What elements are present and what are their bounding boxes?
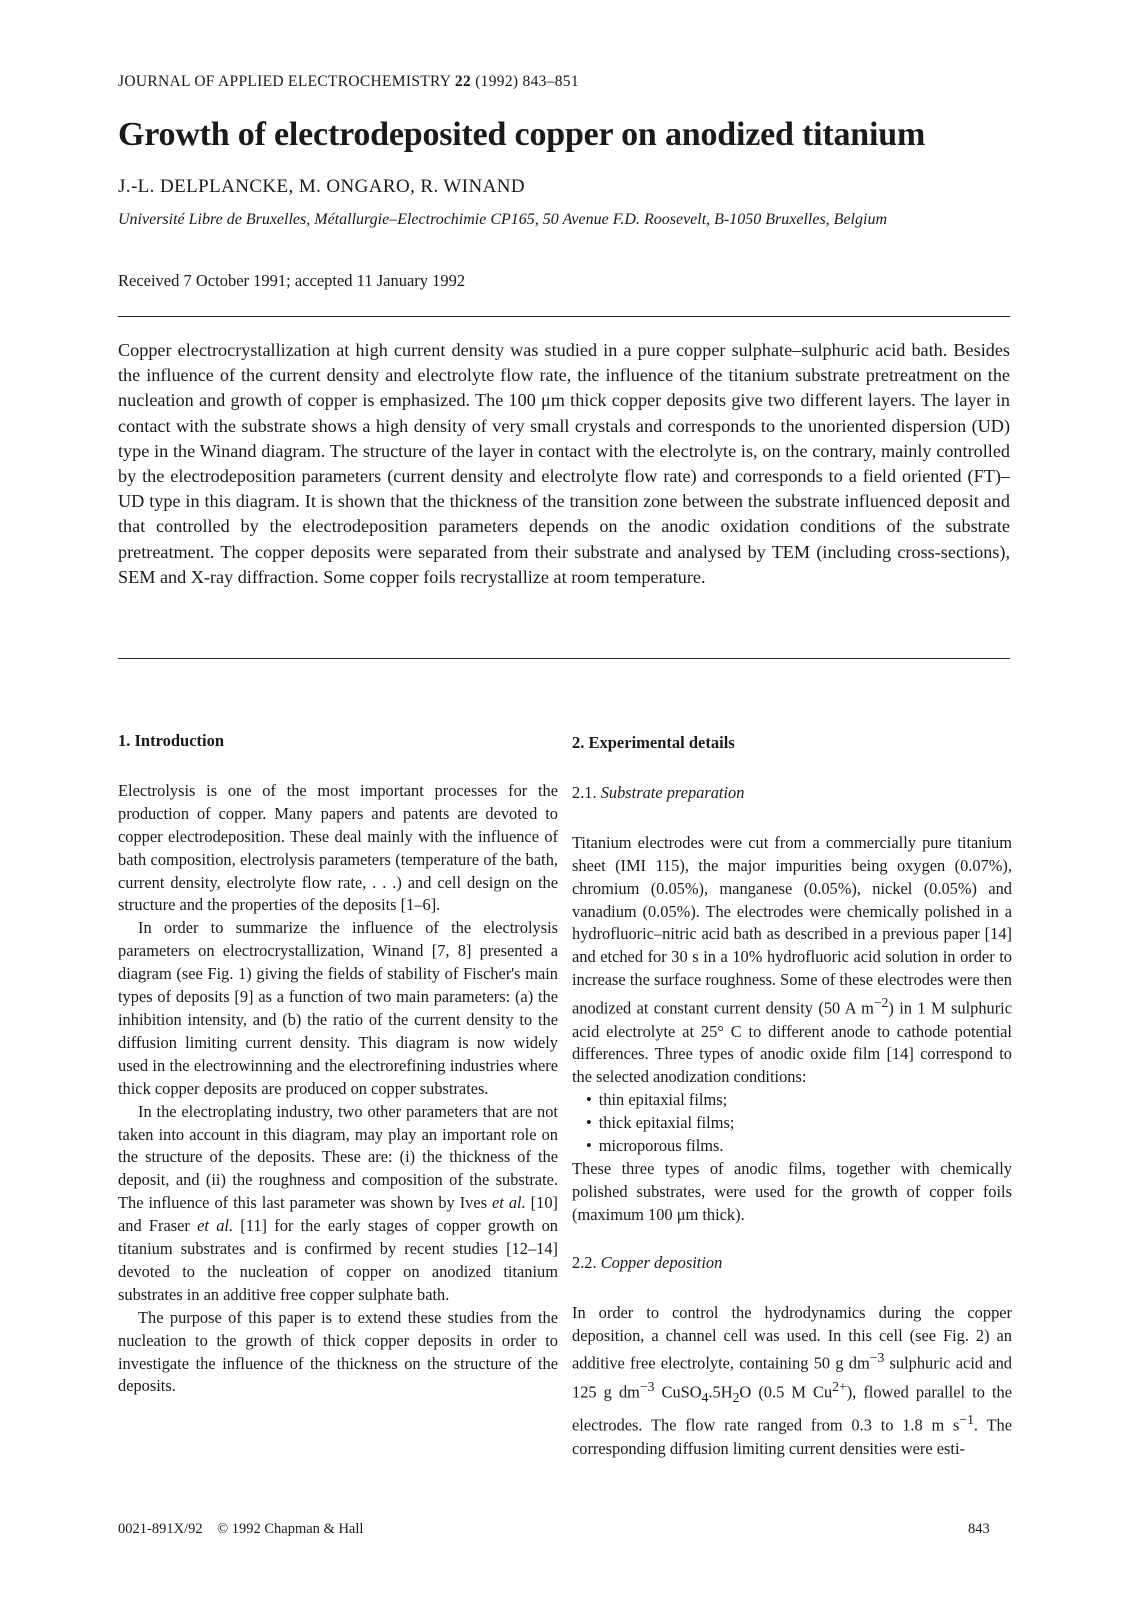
deposition-text-g: . The corresponding diffusion limiting current densities were esti- (572, 1415, 1012, 1458)
list-item: • thick epitaxial films; (586, 1112, 1012, 1135)
deposition-text-f: ), flowed parallel to the electrodes. The flow rate ranged from 0.3 to 1.8 m s (572, 1382, 1013, 1435)
substrate-p1-text: Titanium electrodes were cut from a commercially pure titanium sheet (IMI 115), the major impurities being oxygen (0.07%), chromium (0.05%), manganese (0.05%), nickel (0.05%) and vanadium (0.05%). The electrodes were chemically polished in a hydrofluoric–nitric acid bath as described in a previous paper [14] and etched for 30 s in a 10% hydrofluoric acid solution in order to increase the surface roughness. Some of these electrodes were then anodized at constant current density (50 A m (572, 832, 1012, 1018)
substrate-paragraph-1 (572, 832, 1012, 1089)
journal-name: JOURNAL OF APPLIED ELECTROCHEMISTRY (118, 73, 451, 90)
intro-p3-part-b: [10] and Fraser (118, 1193, 558, 1236)
journal-header (118, 73, 579, 91)
subsection-title-copper-deposition: Copper deposition (600, 1252, 723, 1272)
deposition-paragraph (572, 1302, 1012, 1461)
anodic-film-list (572, 1089, 1012, 1158)
deposition-text-e: O (0.5 M Cu (739, 1382, 833, 1402)
journal-year-pages: (1992) 843–851 (475, 73, 579, 90)
paper-title: Growth of electrodeposited copper on anodized titanium (118, 116, 926, 153)
subsection-heading-copper-deposition (572, 1252, 1012, 1275)
received-date: Received 7 October 1991; accepted 11 January 1992 (118, 271, 466, 290)
et-al-1: et al. (492, 1193, 526, 1213)
footer-left (118, 1521, 363, 1538)
deposition-text-b: sulphuric acid and 125 g dm (572, 1353, 1012, 1402)
list-item: • thin epitaxial films; (586, 1089, 1012, 1112)
journal-volume: 22 (454, 73, 472, 90)
section-heading-experimental: 2. Experimental details (572, 733, 735, 752)
subsection-number-2-1: 2.1. (572, 782, 597, 802)
subscript-2: 2 (732, 1389, 740, 1405)
paper-affiliation: Université Libre de Bruxelles, Métallurgie–Electrochimie CP165, 50 Avenue F.D. Roosevelt, B-1050 Bruxelles, Belgium (118, 211, 887, 228)
superscript-minus-3: −3 (869, 1350, 885, 1366)
intro-paragraph-1: Electrolysis is one of the most important processes for the production of copper. Many papers and patents are devoted to copper electrodeposition. These deal mainly with the influence of bath composition, electrolysis parameters (temperature of the bath, current density, electrolyte flow rate, . . .) and cell design on the structure and the properties of the deposits [1–6]. (118, 780, 558, 915)
page-number: 843 (968, 1521, 990, 1537)
list-item: • microporous films. (586, 1135, 1012, 1158)
substrate-paragraph-2: These three types of anodic films, together with chemically polished substrates, were used for the growth of copper foils (maximum 100 μm thick). (572, 1158, 1012, 1224)
substrate-p1-end: ) in 1 M sulphuric acid electrolyte at 25° C to different anode to cathode potential differences. Three types of anodic oxide film [14] correspond to the selected anodization conditions: (572, 998, 1012, 1087)
deposition-text-c: CuSO (654, 1382, 702, 1402)
right-column (572, 730, 1012, 1461)
subsection-title-substrate: Substrate preparation (600, 782, 745, 802)
intro-p3-part-a: In the electroplating industry, two other parameters that are not taken into account in this diagram, may play an important role on the structure of the deposits. These are: (i) the thickness of the deposit, and (ii) the roughness and composition of the substrate. The influence of this last parameter was shown by Ives (118, 1101, 558, 1213)
intro-paragraph-4: The purpose of this paper is to extend these studies from the nucleation to the growth of thick copper deposits in order to investigate the influence of the thickness on the structure of the deposits. (118, 1307, 558, 1396)
subscript-4: 4 (701, 1389, 709, 1405)
abstract-bottom-rule (118, 658, 1010, 659)
et-al-2: et al. (197, 1216, 234, 1236)
abstract: Copper electrocrystallization at high current density was studied in a pure copper sulphate–sulphuric acid bath. Besides the influence of the current density and electrolyte flow rate, the influence of the titanium substrate pretreatment on the nucleation and growth of copper is emphasized. The 100 μm thick copper deposits give two different layers. The layer in contact with the substrate shows a high density of very small crystals and corresponds to the unoriented dispersion (UD) type in the Winand diagram. The structure of the layer in contact with the electrolyte is, on the contrary, mainly controlled by the electrodeposition parameters (current density and electrolyte flow rate) and corresponds to a field oriented (FT)–UD type in this diagram. It is shown that the thickness of the transition zone between the substrate influenced deposit and that controlled by the electrodeposition parameters depends on the anodic oxidation conditions of the substrate pretreatment. The copper deposits were separated from their substrate and analysed by TEM (including cross-sections), SEM and X-ray diffraction. Some copper foils recrystallize at room temperature. (118, 340, 1010, 587)
footer-copyright: © 1992 Chapman & Hall (217, 1521, 364, 1537)
intro-p3-part-c: [11] for the early stages of copper growth on titanium substrates and is confirmed by recent studies [12–14] devoted to the nucleation of copper on anodized titanium substrates in an additive free copper sulphate bath. (118, 1216, 558, 1304)
intro-paragraph-2: In order to summarize the influence of the electrolysis parameters on electrocrystallization, Winand [7, 8] presented a diagram (see Fig. 1) giving the fields of stability of Fischer's main types of deposits [9] as a function of two main parameters: (a) the inhibition intensity, and (b) the ratio of the current density to the diffusion limiting current density. This diagram is now widely used in the electrowinning and the electrorefining industries where thick copper deposits are produced on copper substrates. (118, 918, 558, 1098)
section-heading-introduction: 1. Introduction (118, 731, 225, 750)
superscript-minus-1: −1 (959, 1412, 974, 1428)
deposition-text-a: In order to control the hydrodynamics during the copper deposition, a channel cell was used. In this cell (see Fig. 2) an additive free electrolyte, containing 50 g dm (572, 1302, 1012, 1373)
abstract-top-rule (118, 316, 1010, 317)
intro-paragraph-3 (118, 1101, 558, 1307)
superscript-minus-2: −2 (873, 995, 889, 1011)
paper-authors: J.-L. DELPLANCKE, M. ONGARO, R. WINAND (118, 176, 525, 197)
subsection-heading-substrate (572, 782, 1012, 805)
left-column (118, 730, 558, 1398)
superscript-2-plus: 2+ (832, 1378, 847, 1394)
superscript-minus-3: −3 (639, 1378, 655, 1394)
footer-code: 0021-891X/92 (118, 1521, 203, 1537)
deposition-text-d: .5H (708, 1382, 733, 1402)
subsection-number-2-2: 2.2. (572, 1252, 597, 1272)
